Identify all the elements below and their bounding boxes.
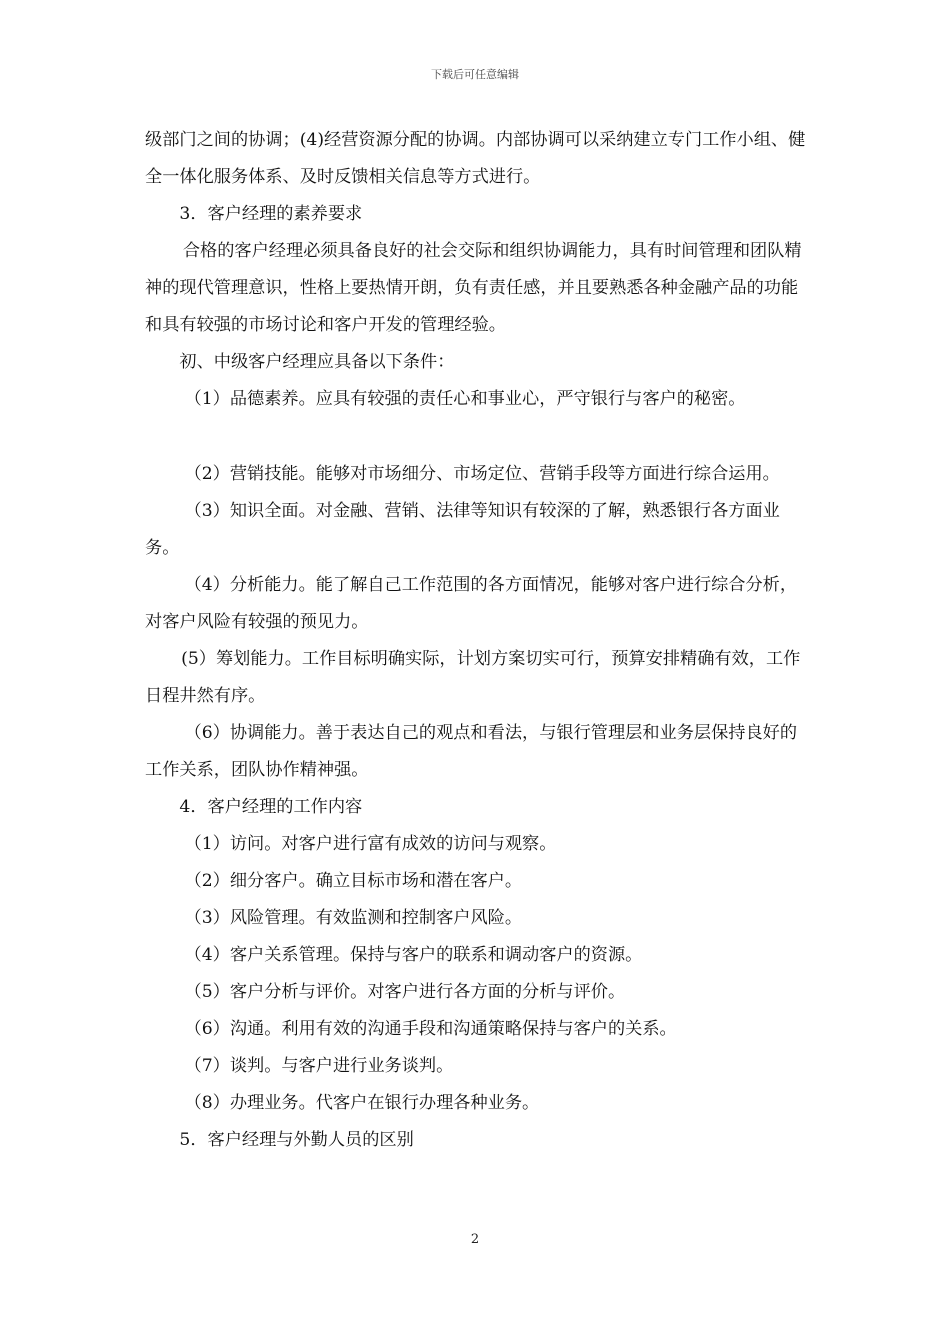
work-item-4: （4）客户关系管理。保持与客户的联系和调动客户的资源。 — [184, 945, 643, 965]
document-body — [145, 122, 810, 1159]
section-heading-3: 3．客户经理的素养要求 — [179, 204, 363, 224]
work-item-3: （3）风险管理。有效监测和控制客户风险。 — [184, 908, 523, 928]
work-item-1: （1）访问。对客户进行富有成效的访问与观察。 — [184, 834, 557, 854]
paragraph-qualifications: 合格的客户经理必须具备良好的社会交际和组织协调能力，具有时间管理和团队精神的现代管理意识，性格上要热情开朗，负有责任感，并且要熟悉各种金融产品的功能和具有较强的市场讨论和客户开发的管理经验。 — [145, 241, 802, 335]
work-item-8: （8）办理业务。代客户在银行办理各种业务。 — [184, 1093, 540, 1113]
work-item-5: （5）客户分析与评价。对客户进行各方面的分析与评价。 — [184, 982, 626, 1002]
page-number: 2 — [470, 1232, 480, 1247]
requirement-item-1: （1）品德素养。应具有较强的责任心和事业心，严守银行与客户的秘密。 — [184, 389, 746, 409]
section-heading-5: 5．客户经理与外勤人员的区别 — [179, 1130, 414, 1150]
requirement-item-4: （4）分析能力。能了解自己工作范围的各方面情况，能够对客户进行综合分析，对客户风险有较强的预见力。 — [145, 575, 798, 632]
requirement-item-6: （6）协调能力。善于表达自己的观点和看法，与银行管理层和业务层保持良好的工作关系，团队协作精神强。 — [145, 723, 798, 780]
paragraph-conditions-intro: 初、中级客户经理应具备以下条件： — [179, 352, 455, 372]
requirement-item-3: （3）知识全面。对金融、营销、法律等知识有较深的了解，熟悉银行各方面业务。 — [145, 501, 780, 558]
work-item-7: （7）谈判。与客户进行业务谈判。 — [184, 1056, 454, 1076]
paragraph-coordination: 级部门之间的协调；(4)经营资源分配的协调。内部协调可以采纳建立专门工作小组、健全一体化服务体系、及时反馈相关信息等方式进行。 — [145, 130, 806, 187]
work-item-6: （6）沟通。利用有效的沟通手段和沟通策略保持与客户的关系。 — [184, 1019, 677, 1039]
section-heading-4: 4．客户经理的工作内容 — [179, 797, 363, 817]
requirement-item-5: (5）筹划能力。工作目标明确实际，计划方案切实可行，预算安排精确有效，工作日程井然有序。 — [145, 649, 801, 706]
work-item-2: （2）细分客户。确立目标市场和潜在客户。 — [184, 871, 523, 891]
page-header: 下载后可任意编辑 — [431, 68, 519, 81]
requirement-item-2: （2）营销技能。能够对市场细分、市场定位、营销手段等方面进行综合运用。 — [184, 464, 780, 484]
